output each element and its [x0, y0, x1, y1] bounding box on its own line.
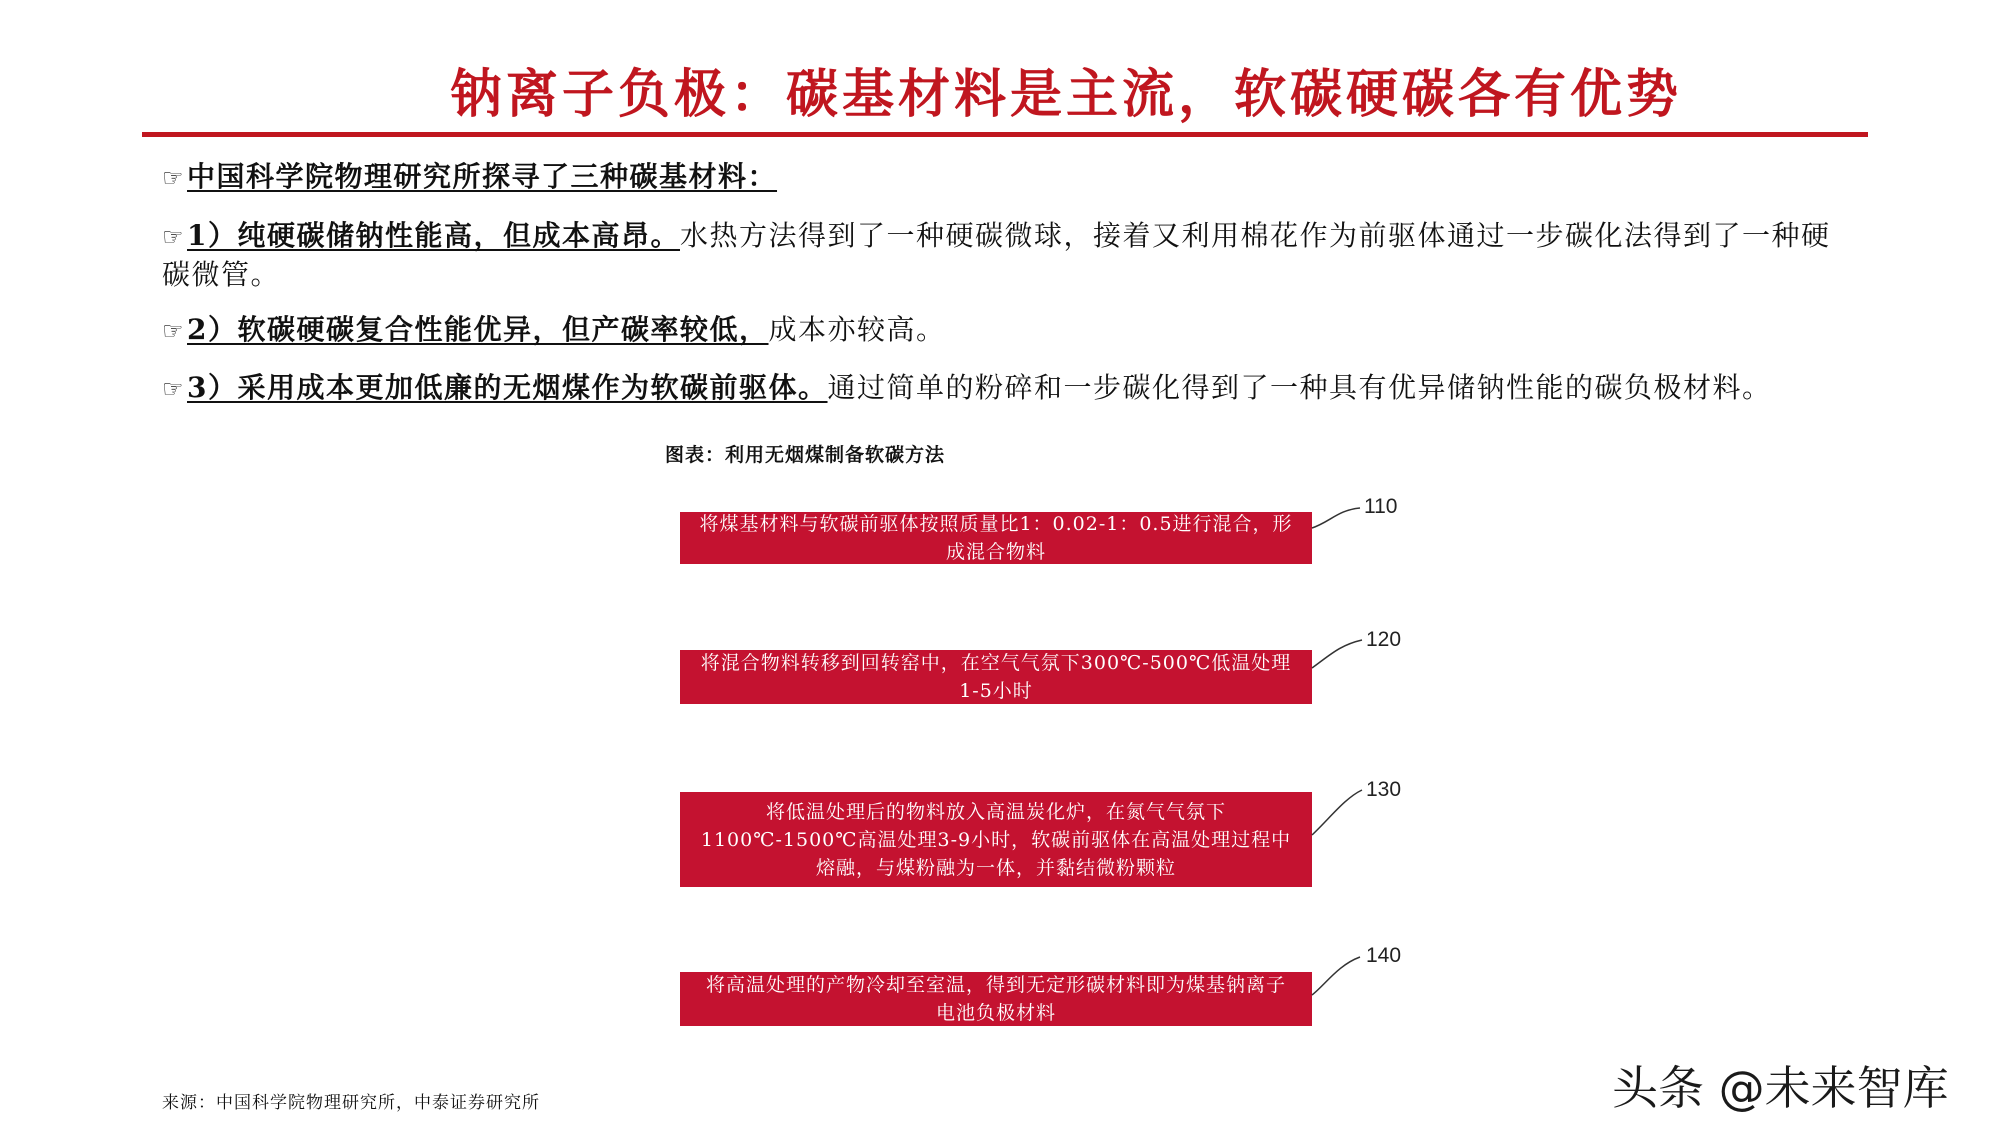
- paragraph-bold: 2）软碳硬碳复合性能优异，但产碳率较低，: [187, 313, 769, 346]
- pointing-hand-icon: ☞: [162, 375, 186, 403]
- paragraph-text: 成本亦较高。: [768, 313, 946, 346]
- paragraph-text: 通过简单的粉碎和一步碳化得到了一种具有优异储钠性能的碳负极材料。: [827, 371, 1772, 404]
- source-note: 来源：中国科学院物理研究所，中泰证券研究所: [162, 1093, 540, 1113]
- process-step-box: 将高温处理的产物冷却至室温，得到无定形碳材料即为煤基钠离子电池负极材料: [680, 972, 1312, 1026]
- pointing-hand-icon: ☞: [162, 223, 186, 251]
- figure-caption: 图表：利用无烟煤制备软碳方法: [665, 444, 946, 466]
- process-step-box: 将混合物料转移到回转窑中，在空气气氛下300℃-500℃低温处理1-5小时: [680, 650, 1312, 704]
- watermark: 头条 @未来智库: [1612, 1061, 1949, 1115]
- process-step-box: 将煤基材料与软碳前驱体按照质量比1：0.02-1：0.5进行混合，形成混合物料: [680, 512, 1312, 564]
- step-number-label: 130: [1366, 778, 1402, 801]
- pointing-hand-icon: ☞: [162, 164, 186, 192]
- paragraph-bold: 3）采用成本更加低廉的无烟煤作为软碳前驱体。: [187, 371, 828, 404]
- paragraph-text: 水热方法得到了一种硬碳微球，接着又利用棉花作为前驱体通过一步碳化法得到了一种硬碳微管。: [162, 219, 1831, 291]
- pointing-hand-icon: ☞: [162, 317, 186, 345]
- step-number-label: 140: [1366, 944, 1402, 967]
- page-title: 钠离子负极：碳基材料是主流，软碳硬碳各有优势: [450, 65, 1683, 125]
- step-number-label: 110: [1364, 495, 1398, 518]
- process-step-box: 将低温处理后的物料放入高温炭化炉，在氮气气氛下1100℃-1500℃高温处理3-9小时，软碳前驱体在高温处理过程中熔融，与煤粉融为一体，并黏结微粉颗粒: [680, 792, 1312, 887]
- paragraph-bold: 1）纯硬碳储钠性能高，但成本高昂。: [187, 219, 680, 252]
- paragraph-bold: 中国科学院物理研究所探寻了三种碳基材料：: [187, 160, 778, 193]
- step-number-label: 120: [1366, 628, 1402, 651]
